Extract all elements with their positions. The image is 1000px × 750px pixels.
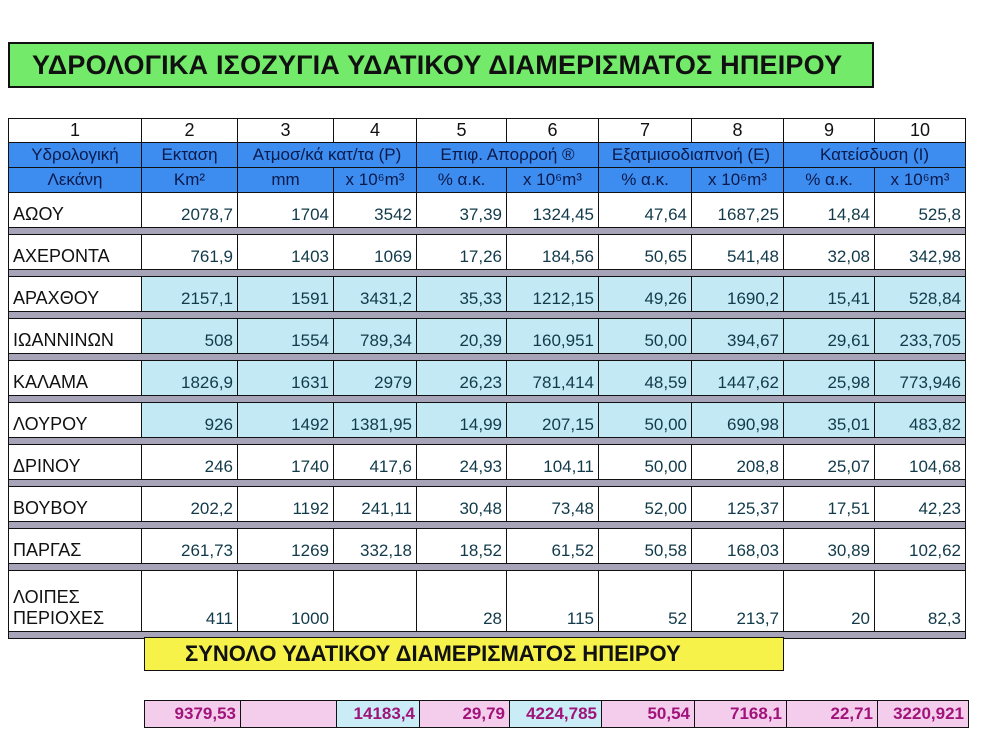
cell-precip-volume: 2979 (334, 361, 417, 396)
total-evap-percent: 50,54 (602, 701, 695, 728)
total-infil-percent: 22,71 (787, 701, 878, 728)
cell-evap-percent: 52 (599, 571, 692, 632)
row-separator-cell (9, 354, 966, 361)
cell-infil-volume: 342,98 (875, 235, 966, 270)
row-separator-cell (9, 564, 966, 571)
cell-evap-volume: 541,48 (692, 235, 784, 270)
cell-runoff-percent: 35,33 (417, 277, 507, 312)
cell-infil-percent: 30,89 (784, 529, 875, 564)
row-separator-cell (9, 396, 966, 403)
cell-area: 261,73 (142, 529, 238, 564)
cell-precip-mm: 1631 (238, 361, 334, 396)
total-infil-volume: 3220,921 (878, 701, 969, 728)
cell-runoff-volume: 207,15 (507, 403, 599, 438)
cell-evap-volume: 1687,25 (692, 193, 784, 228)
cell-precip-volume: 332,18 (334, 529, 417, 564)
row-separator-cell (9, 522, 966, 529)
total-title: ΣΥΝΟΛΟ ΥΔΑΤΙΚΟΥ ΔΙΑΜΕΡΙΣΜΑΤΟΣ ΗΠΕΙΡΟΥ (144, 637, 784, 671)
row-separator-cell (9, 438, 966, 445)
cell-evap-percent: 47,64 (599, 193, 692, 228)
cell-runoff-volume: 160,951 (507, 319, 599, 354)
cell-infil-percent: 25,98 (784, 361, 875, 396)
total-precip-mm (241, 701, 337, 728)
cell-infil-volume: 528,84 (875, 277, 966, 312)
table-row (9, 277, 966, 312)
header-unit-volume: x 10⁶m³ (507, 168, 599, 193)
basin-name: ΑΡΑΧΘΟΥ (9, 277, 142, 312)
cell-precip-volume: 417,6 (334, 445, 417, 480)
row-separator (9, 354, 966, 361)
table-row (9, 403, 966, 438)
basin-name-line-1: ΛΟΙΠΕΣ (13, 587, 80, 607)
cell-infil-percent: 14,84 (784, 193, 875, 228)
col-number: 10 (875, 119, 966, 143)
cell-infil-volume: 773,946 (875, 361, 966, 396)
table-row (9, 487, 966, 522)
cell-precip-mm: 1269 (238, 529, 334, 564)
header-area: Εκταση (142, 143, 238, 168)
basin-name: ΠΑΡΓΑΣ (9, 529, 142, 564)
cell-runoff-volume: 104,11 (507, 445, 599, 480)
row-separator-cell (9, 312, 966, 319)
cell-area: 202,2 (142, 487, 238, 522)
cell-area: 411 (142, 571, 238, 632)
table-row (9, 235, 966, 270)
basin-name (9, 571, 142, 632)
cell-precip-mm: 1000 (238, 571, 334, 632)
cell-evap-percent: 50,58 (599, 529, 692, 564)
basin-name: ΙΩΑΝΝΙΝΩΝ (9, 319, 142, 354)
cell-runoff-percent: 28 (417, 571, 507, 632)
header-unit-volume: x 10⁶m³ (692, 168, 784, 193)
cell-evap-percent: 49,26 (599, 277, 692, 312)
header-basin-sub: Λεκάνη (9, 168, 142, 193)
header-unit-percent: % α.κ. (417, 168, 507, 193)
cell-evap-volume: 1690,2 (692, 277, 784, 312)
header-row-2 (9, 168, 966, 193)
cell-evap-percent: 50,00 (599, 319, 692, 354)
table-row (9, 445, 966, 480)
cell-evap-percent: 50,65 (599, 235, 692, 270)
row-separator (9, 522, 966, 529)
total-precip-volume: 14183,4 (337, 701, 420, 728)
header-precipitation: Ατμοσ/κά κατ/τα (P) (238, 143, 417, 168)
cell-runoff-volume: 1324,45 (507, 193, 599, 228)
basin-name: ΑΧΕΡΟΝΤΑ (9, 235, 142, 270)
cell-precip-volume: 1381,95 (334, 403, 417, 438)
row-separator (9, 480, 966, 487)
cell-precip-volume: 1069 (334, 235, 417, 270)
cell-runoff-volume: 73,48 (507, 487, 599, 522)
cell-precip-mm: 1492 (238, 403, 334, 438)
cell-infil-percent: 35,01 (784, 403, 875, 438)
hydrology-table (8, 118, 966, 639)
cell-infil-volume: 525,8 (875, 193, 966, 228)
total-area: 9379,53 (145, 701, 241, 728)
cell-evap-volume: 208,8 (692, 445, 784, 480)
cell-runoff-volume: 61,52 (507, 529, 599, 564)
cell-evap-volume: 690,98 (692, 403, 784, 438)
table-row (9, 319, 966, 354)
header-unit-volume: x 10⁶m³ (875, 168, 966, 193)
header-row-1 (9, 143, 966, 168)
cell-precip-mm: 1403 (238, 235, 334, 270)
cell-area: 926 (142, 403, 238, 438)
cell-precip-mm: 1740 (238, 445, 334, 480)
cell-precip-volume: 3431,2 (334, 277, 417, 312)
col-number: 3 (238, 119, 334, 143)
cell-area: 1826,9 (142, 361, 238, 396)
col-number: 7 (599, 119, 692, 143)
cell-runoff-percent: 37,39 (417, 193, 507, 228)
cell-runoff-volume: 115 (507, 571, 599, 632)
basin-name: ΛΟΥΡΟΥ (9, 403, 142, 438)
row-separator (9, 228, 966, 235)
cell-evap-volume: 168,03 (692, 529, 784, 564)
cell-infil-volume: 483,82 (875, 403, 966, 438)
header-unit-volume: x 10⁶m³ (334, 168, 417, 193)
cell-precip-mm: 1192 (238, 487, 334, 522)
cell-infil-percent: 20 (784, 571, 875, 632)
header-evapotranspiration: Εξατμισοδιαπνοή (Ε) (599, 143, 784, 168)
cell-evap-volume: 394,67 (692, 319, 784, 354)
cell-infil-percent: 32,08 (784, 235, 875, 270)
total-runoff-volume: 4224,785 (510, 701, 602, 728)
cell-precip-volume: 3542 (334, 193, 417, 228)
col-number: 2 (142, 119, 238, 143)
cell-evap-percent: 52,00 (599, 487, 692, 522)
column-number-row (9, 119, 966, 143)
cell-evap-percent: 50,00 (599, 445, 692, 480)
row-separator (9, 396, 966, 403)
cell-runoff-percent: 18,52 (417, 529, 507, 564)
page-title: ΥΔΡΟΛΟΓΙΚΑ ΙΣΟΖΥΓΙΑ ΥΔΑΤΙΚΟΥ ΔΙΑΜΕΡΙΣΜΑΤΟΣ ΗΠΕΙΡΟΥ (8, 42, 874, 88)
cell-evap-percent: 48,59 (599, 361, 692, 396)
col-number: 1 (9, 119, 142, 143)
cell-runoff-volume: 781,414 (507, 361, 599, 396)
header-unit-percent: % α.κ. (599, 168, 692, 193)
row-separator (9, 564, 966, 571)
table-row (9, 529, 966, 564)
totals-table (144, 700, 969, 728)
col-number: 5 (417, 119, 507, 143)
cell-evap-percent: 50,00 (599, 403, 692, 438)
cell-area: 508 (142, 319, 238, 354)
cell-evap-volume: 213,7 (692, 571, 784, 632)
cell-infil-volume: 102,62 (875, 529, 966, 564)
cell-precip-mm: 1591 (238, 277, 334, 312)
cell-infil-volume: 104,68 (875, 445, 966, 480)
cell-runoff-percent: 26,23 (417, 361, 507, 396)
table-row (9, 193, 966, 228)
header-area-unit: Km² (142, 168, 238, 193)
table-row (9, 571, 966, 632)
cell-runoff-percent: 30,48 (417, 487, 507, 522)
basin-name: ΔΡΙΝΟΥ (9, 445, 142, 480)
cell-runoff-percent: 14,99 (417, 403, 507, 438)
cell-infil-percent: 15,41 (784, 277, 875, 312)
row-separator (9, 312, 966, 319)
row-separator-cell (9, 228, 966, 235)
basin-name: ΚΑΛΑΜΑ (9, 361, 142, 396)
cell-area: 2078,7 (142, 193, 238, 228)
header-unit-percent: % α.κ. (784, 168, 875, 193)
col-number: 4 (334, 119, 417, 143)
total-evap-volume: 7168,1 (695, 701, 787, 728)
cell-runoff-volume: 1212,15 (507, 277, 599, 312)
basin-name: ΑΩΟΥ (9, 193, 142, 228)
total-runoff-percent: 29,79 (420, 701, 510, 728)
cell-runoff-percent: 24,93 (417, 445, 507, 480)
cell-evap-volume: 125,37 (692, 487, 784, 522)
cell-precip-mm: 1704 (238, 193, 334, 228)
header-unit-mm: mm (238, 168, 334, 193)
cell-runoff-percent: 17,26 (417, 235, 507, 270)
row-separator-cell (9, 270, 966, 277)
cell-infil-percent: 29,61 (784, 319, 875, 354)
cell-infil-volume: 82,3 (875, 571, 966, 632)
totals-row (145, 701, 969, 728)
col-number: 9 (784, 119, 875, 143)
cell-infil-volume: 233,705 (875, 319, 966, 354)
row-separator (9, 438, 966, 445)
cell-area: 761,9 (142, 235, 238, 270)
cell-precip-volume: 241,11 (334, 487, 417, 522)
table-row (9, 361, 966, 396)
basin-name-line-2: ΠΕΡΙΟΧΕΣ (13, 608, 105, 628)
cell-precip-volume (334, 571, 417, 632)
row-separator (9, 270, 966, 277)
cell-infil-percent: 25,07 (784, 445, 875, 480)
row-separator-cell (9, 480, 966, 487)
col-number: 8 (692, 119, 784, 143)
cell-infil-volume: 42,23 (875, 487, 966, 522)
cell-evap-volume: 1447,62 (692, 361, 784, 396)
header-infiltration: Κατείσδυση (Ι) (784, 143, 966, 168)
cell-precip-volume: 789,34 (334, 319, 417, 354)
col-number: 6 (507, 119, 599, 143)
header-basin: Υδρολογική (9, 143, 142, 168)
cell-infil-percent: 17,51 (784, 487, 875, 522)
cell-runoff-volume: 184,56 (507, 235, 599, 270)
cell-runoff-percent: 20,39 (417, 319, 507, 354)
cell-area: 246 (142, 445, 238, 480)
header-runoff: Επιφ. Απορροή ® (417, 143, 599, 168)
cell-precip-mm: 1554 (238, 319, 334, 354)
basin-name: ΒΟΥΒΟΥ (9, 487, 142, 522)
cell-area: 2157,1 (142, 277, 238, 312)
